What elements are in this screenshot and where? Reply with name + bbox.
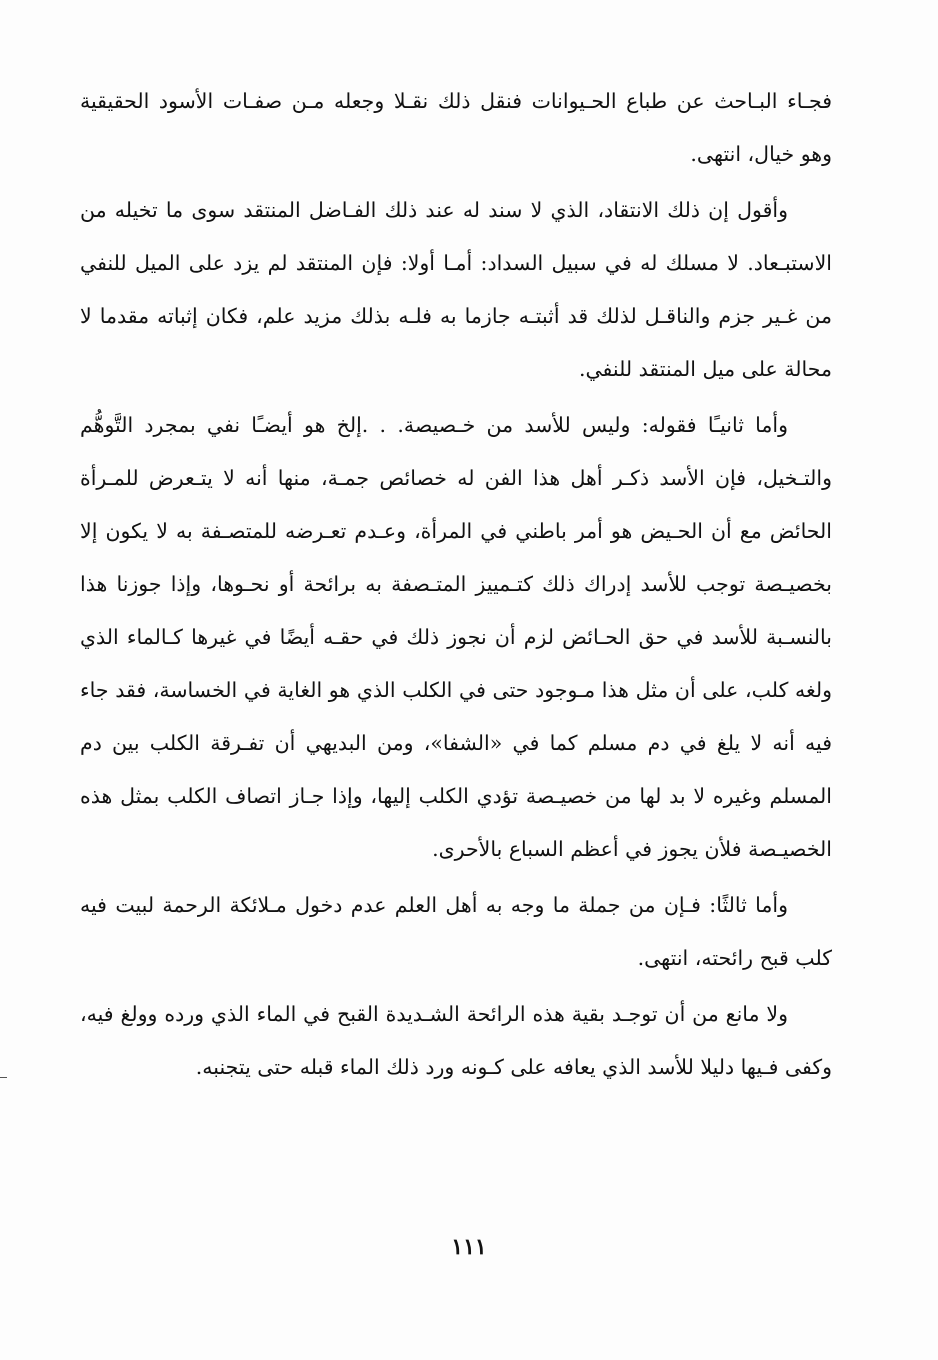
paragraph-2: وأقول إن ذلك الانتقاد، الذي لا سند له عند ذلك الفـاضل المنتقد سوى ما تخيله من الاستبـعاد. لا مسلك له في سبيل السداد: أمـا أولا: فإن المنتقد لم يزد على الميل للنفي من غـير جزم والناقـل لذلك قد أثبتـه جازما به فلـه بذلك مزيد علم، فكان إثباته مقدما لا محالة على ميل المنتقد للنفي. xyxy=(80,198,832,381)
paragraph-3: وأما ثانيـًا فقوله: وليس للأسد من خـصيصة. . .إلخ هو أيضـًا نفي بمجرد التَّوهُّم والتـخيل، فإن الأسد ذكـر أهل هذا الفن له خصائص جمـة، منها أنه لا يتـعرض للمـرأة الحائض مع أن الحـيض هو أمر باطني في المرأة، وعـدم تعـرضه للمتصـفة به لا يكون إلا بخصيـصة توجب للأسد إدراك ذلك كتـمييز المتـصفة به برائحة أو نحـوها، وإذا جوزنا هذا بالنسـبة للأسد في حق الحـائض لزم أن نجوز ذلك في حقـه أيضًا في غيرها كـالماء الذي ولغه كلب، على أن مثل هذا مـوجود حتى في الكلب الذي هو الغاية في الخساسة، فقد جاء فيه أنه لا يلغ في دم مسلم كما في «الشفا»، ومن البديهي أن تفـرقة الكلب بين دم المسلم وغيره لا بد لها من خصيـصة تؤدي الكلب إليها، وإذا جـاز اتصاف الكلب بمثل هذه الخصيـصة فلأن يجوز في أعظم السباع بالأحرى. xyxy=(80,413,832,861)
paragraph-5: ولا مانع من أن توجـد بقية هذه الرائحة الشـديدة القبح في الماء الذي ورده وولغ فيه، وكفى فـيها دليلا للأسد الذي يعافه على كـونه ورد ذلك الماء قبله حتى يتجنبه. xyxy=(80,1002,832,1079)
paragraph-1: فجـاء البـاحث عن طباع الحـيوانات فنقل ذلك نقـلا وجعله مـن صفـات الأسود الحقيقية وهو خيال، انتهى. xyxy=(80,89,832,166)
page-body xyxy=(80,75,832,1094)
paragraph-4: وأما ثالثًا: فـإن من جملة ما وجه به أهل العلم عدم دخول مـلائكة الرحمة لبيت فيه كلب قبح رائحته، انتهى. xyxy=(80,893,832,970)
page-number: ١١١ xyxy=(451,1234,487,1260)
scan-edge-mark xyxy=(0,1077,7,1078)
